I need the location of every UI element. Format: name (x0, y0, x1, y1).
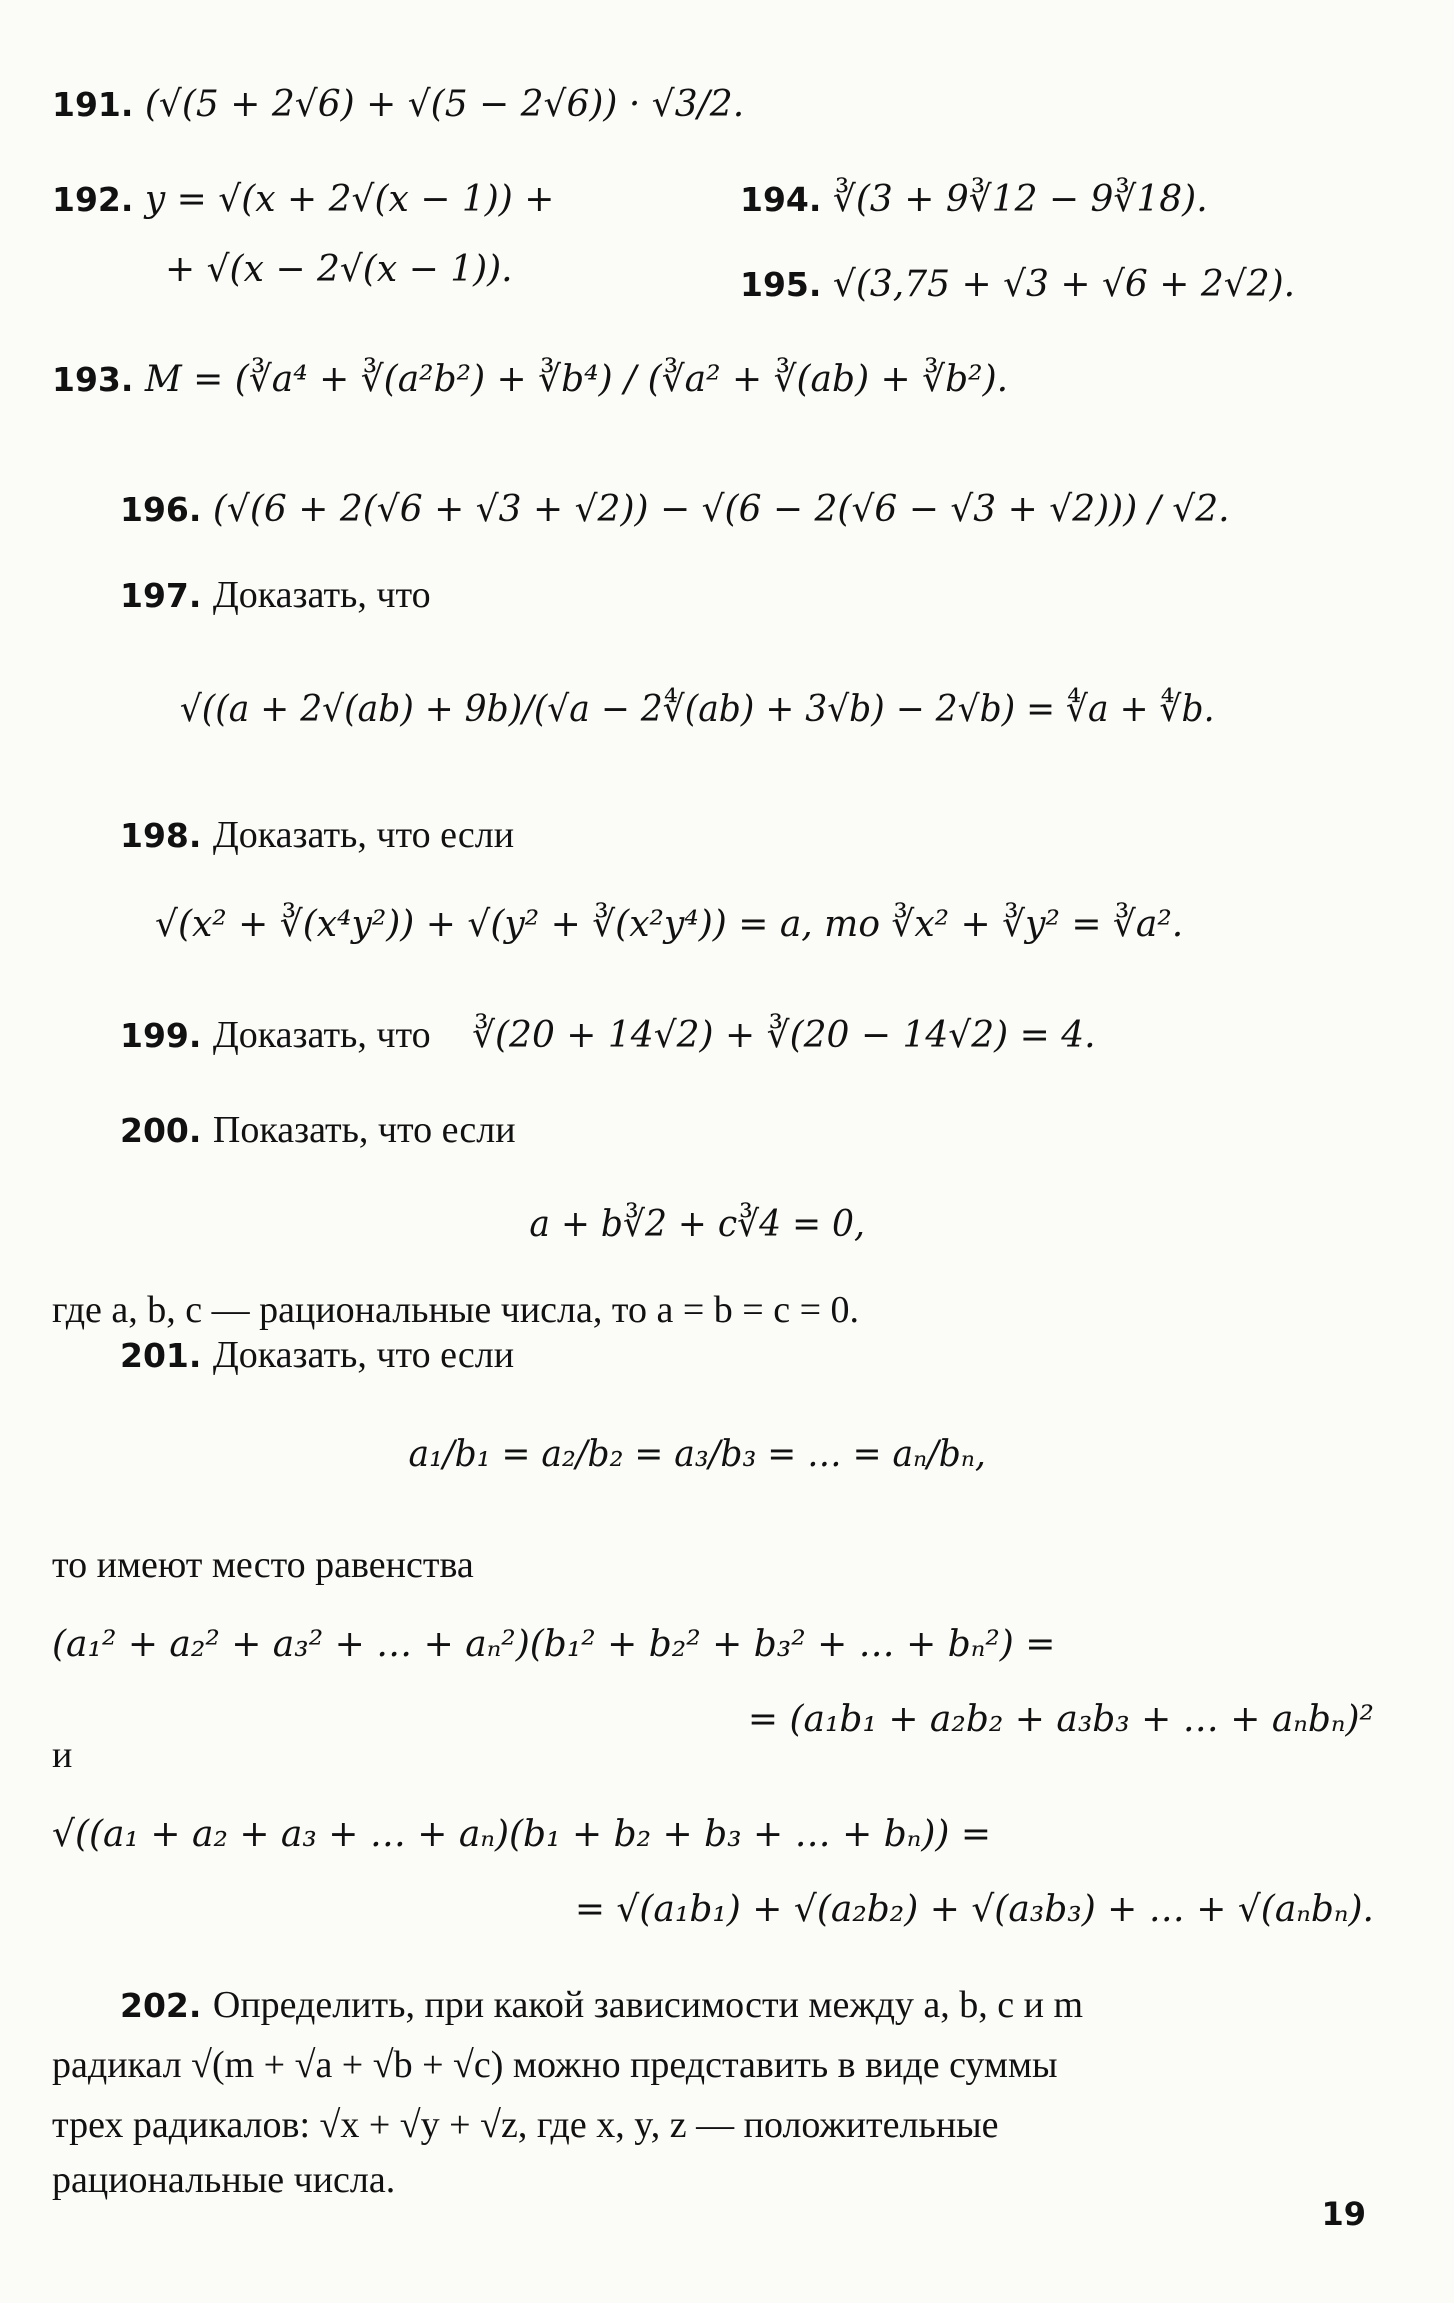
problem-201-proportion: a₁/b₁ = a₂/b₂ = a₃/b₃ = … = aₙ/bₙ, (408, 1434, 986, 1475)
problem-191 (52, 85, 744, 125)
problem-194 (740, 180, 1208, 220)
problem-198-formula: √(x² + ∛(x⁴y²)) + √(y² + ∛(x²y⁴)) = a, то ∛x² + ∛y² = ∛a². (155, 904, 1184, 945)
problem-200-conclusion: где a, b, c — рациональные числа, то a = b = c = 0. (52, 1289, 859, 1331)
statement: Доказать, что (212, 1014, 431, 1056)
problem-number: 202. (120, 1986, 202, 2025)
problem-number: 191. (52, 85, 134, 124)
problem-198 (120, 815, 514, 857)
problem-number: 198. (120, 816, 202, 855)
problem-number: 201. (120, 1336, 202, 1375)
problem-200-formula: a + b∛2 + c∛4 = 0, (529, 1204, 865, 1245)
problem-number: 199. (120, 1016, 202, 1055)
statement: Показать, что если (212, 1109, 516, 1151)
problem-number: 193. (52, 360, 134, 399)
problem-201-identity-1a: (a₁² + a₂² + a₃² + … + aₙ²)(b₁² + b₂² + b₃² + … + bₙ²) = (52, 1624, 1056, 1665)
problem-192 (52, 180, 554, 220)
problem-number: 196. (120, 490, 202, 529)
problem-201-identity-2b: = √(a₁b₁) + √(a₂b₂) + √(a₃b₃) + … + √(aₙbₙ). (574, 1889, 1374, 1930)
statement: Доказать, что (212, 574, 431, 616)
problem-201 (120, 1335, 514, 1377)
problem-number: 192. (52, 180, 134, 219)
problem-192-line-2: + √(x − 2√(x − 1)). (165, 249, 513, 290)
statement: Доказать, что если (212, 1334, 515, 1376)
problem-193 (52, 360, 1008, 400)
statement: Доказать, что если (212, 814, 515, 856)
problem-201-and: и (52, 1734, 73, 1776)
problem-number: 194. (740, 180, 822, 219)
page-number: 19 (1321, 2195, 1366, 2233)
statement-line-1: Определить, при какой зависимости между a, b, c и m (212, 1984, 1084, 2026)
problem-202 (120, 1985, 1083, 2027)
formula: ∛(20 + 14√2) + ∛(20 − 14√2) = 4. (472, 1015, 1096, 1056)
problem-number: 200. (120, 1111, 202, 1150)
formula: √(3,75 + √3 + √6 + 2√2). (832, 264, 1296, 305)
formula-line-1: y = √(x + 2√(x − 1)) + (144, 179, 555, 220)
problem-201-statement-2: то имеют место равенства (52, 1544, 474, 1586)
problem-200 (120, 1110, 516, 1152)
formula: (√(5 + 2√6) + √(5 − 2√6)) · √3/2. (144, 84, 745, 125)
problem-195 (740, 265, 1295, 305)
formula: ∛(3 + 9∛12 − 9∛18). (832, 179, 1208, 220)
problem-199 (120, 1015, 1096, 1057)
problem-197 (120, 575, 431, 617)
problem-number: 197. (120, 576, 202, 615)
problem-202-line-2: радикал √(m + √a + √b + √c) можно представить в виде суммы (52, 2044, 1058, 2086)
formula: (√(6 + 2(√6 + √3 + √2)) − √(6 − 2(√6 − √3 + √2))) / √2. (212, 489, 1230, 530)
problem-201-identity-1b: = (a₁b₁ + a₂b₂ + a₃b₃ + … + aₙbₙ)² (747, 1699, 1374, 1740)
problem-196 (120, 490, 1230, 530)
problem-number: 195. (740, 265, 822, 304)
problem-202-line-3: трех радикалов: √x + √y + √z, где x, y, z — положительные (52, 2104, 999, 2146)
problem-197-formula: √((a + 2√(ab) + 9b)/(√a − 2∜(ab) + 3√b) − 2√b) = ∜a + ∜b. (179, 689, 1215, 730)
formula: M = (∛a⁴ + ∛(a²b²) + ∛b⁴) / (∛a² + ∛(ab) + ∛b²). (144, 359, 1009, 400)
problem-202-line-4: рациональные числа. (52, 2159, 396, 2201)
problem-201-identity-2a: √((a₁ + a₂ + a₃ + … + aₙ)(b₁ + b₂ + b₃ + … + bₙ)) = (52, 1814, 992, 1855)
